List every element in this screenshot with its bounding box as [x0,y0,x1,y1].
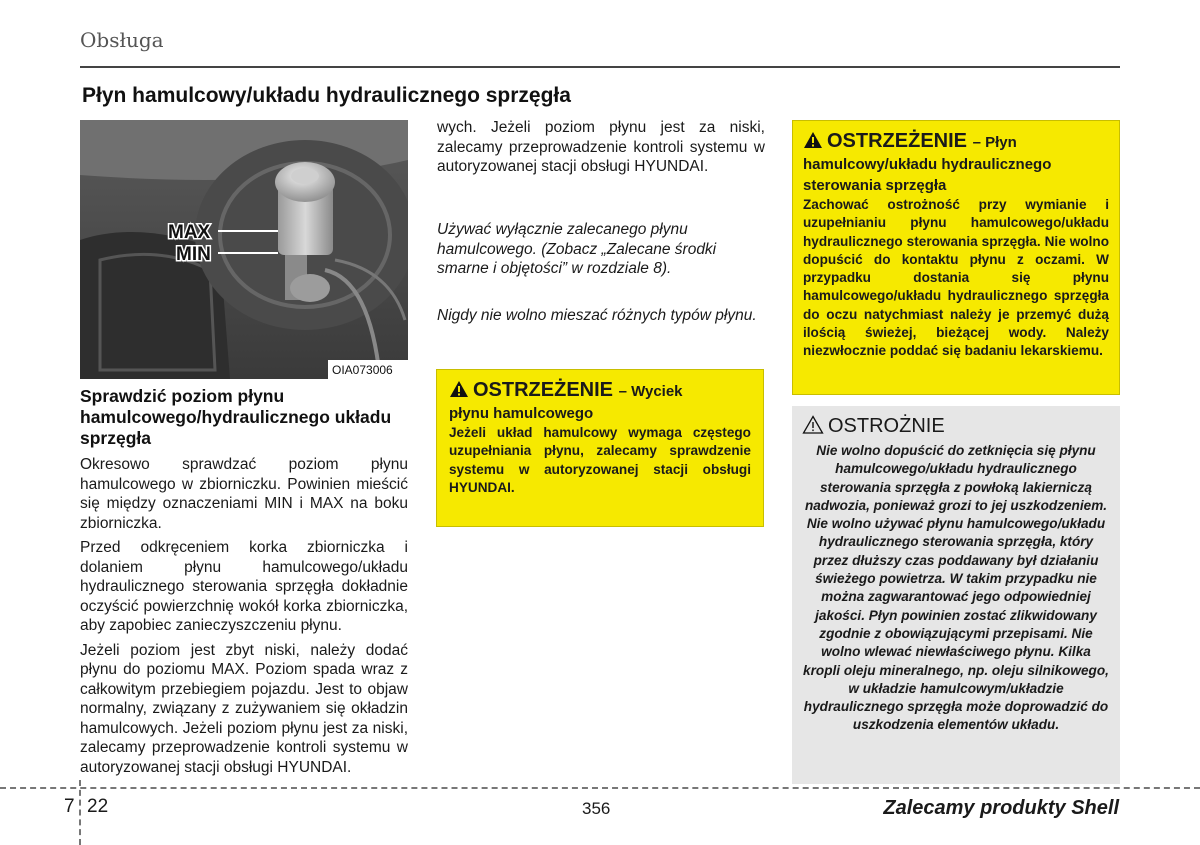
warning-text: Zachować ostrożność przy wymianie i uzupełnianiu płynu hamulcowego/układu hydraulicznego sterowania sprzęgła. Nie wolno dopuścić do kontaktu płynu z oczami. W przypadku dostania się płynu hamulcowego/układu hydraulicznego sprzęgła do oczu natychmiast należy je przemyć dużą ilością świeżej, bieżącej wody. Należy niezwłocznie poddać się badaniu lekarskiemu. [803,197,1109,359]
min-label: MIN [176,244,211,265]
page-number: 356 [582,799,611,818]
warning-heading: OSTRZEŻENIE [827,130,968,152]
chapter-number: 7 [64,796,75,817]
fluid-warning-box [792,120,1120,395]
paragraph: Okresowo sprawdzać poziom płynu hamulcowego w zbiorniczku. Powinien mieścić się między oznaczeniami MIN i MAX na boku zbiorniczka. [80,456,408,532]
warning-text: Jeżeli układ hamulcowy wymaga częstego uzupełniania płynu, zalecamy sprawdzenie systemu w autoryzowanej stacji obsługi HYUNDAI. [449,425,751,495]
leak-warning-box [436,369,764,527]
recommended-fluid-note: Używać wyłącznie zalecanego płynu hamulcowego. (Zobacz „Zalecane środki smarne i objętości” w rozdziale 8). [437,221,717,277]
warning-icon [449,380,469,398]
caution-text: Nie wolno dopuścić do zetknięcia się płynu hamulcowego/układu hydraulicznego sterowania sprzęgła z powłoką lakierniczą nadwozia, ponieważ grozi to jej uszkodzeniem. Nie wolno używać płynu hamulcowego/układu hydraulicznego sterowania sprzęgła, który przez dłuższy czas poddawany był działaniu świeżego powietrza. W takim przypadku nie można zagwarantować jego odpowiedniej jakości. Płyn powinien zostać zlikwidowany zgodnie z obowiązującymi przepisami. Nie wolno wlewać niewłaściwego płynu. Kilka kropli oleju mineralnego, np. oleju silnikowego, w układzie hamulcowym/układzie hydraulicznego sprzęgła może doprowadzić do uszkodzenia elementów układu. [803,443,1109,733]
paragraph: Jeżeli poziom jest zbyt niski, należy dodać płynu do poziomu MAX. Poziom spada wraz z całkowitym przebiegiem pojazdu. Jest to objaw normalny, związany z zużywaniem się okładzin hamulcowych. Jeżeli poziom płynu jest za niski, zalecamy przeprowadzenie kontroli systemu w autoryzowanej stacji obsługi HYUNDAI. [80,641,408,776]
caution-box [792,406,1120,784]
figure-code: OIA073006 [332,363,393,377]
warning-subheading: hamulcowy/układu hydraulicznego sterowania sprzęgła [803,156,1052,194]
check-level-heading: Sprawdzić poziom płynu hamulcowego/hydraulicznego układu sprzęgła [80,386,392,448]
footer-divider [79,780,81,845]
caution-heading: OSTROŻNIE [828,415,945,437]
header-rule [80,66,1120,68]
warning-heading: OSTRZEŻENIE [473,379,614,401]
footer-rule [0,787,1200,789]
continued-paragraph: wych. Jeżeli poziom płynu jest za niski, zalecamy przeprowadzenie kontroli systemu w autoryzowanej stacji obsługi HYUNDAI. [437,119,765,175]
warning-heading-suffix: – Wyciek [618,383,683,400]
reservoir-photo [80,120,408,379]
warning-subheading: płynu hamulcowego [449,405,594,422]
footer-tagline: Zalecamy produkty Shell [883,797,1119,819]
paragraph: Przed odkręceniem korka zbiorniczka i dolaniem płynu hamulcowego/układu hydraulicznego sterowania sprzęgła dokładnie oczyścić powierzchnię wokół korka zbiorniczka, aby zapobiec zanieczyszczeniu płynu. [80,539,408,634]
left-body [80,455,408,782]
warning-heading-suffix: – Płyn [972,134,1017,151]
chapter-page: 22 [87,796,109,817]
max-label: MAX [168,222,211,243]
section-header: Obsługa [80,28,164,52]
caution-icon [802,415,824,434]
warning-icon [803,131,823,149]
page-title: Płyn hamulcowy/układu hydraulicznego sprzęgła [82,84,571,107]
no-mixing-note: Nigdy nie wolno mieszać różnych typów płynu. [437,307,757,324]
